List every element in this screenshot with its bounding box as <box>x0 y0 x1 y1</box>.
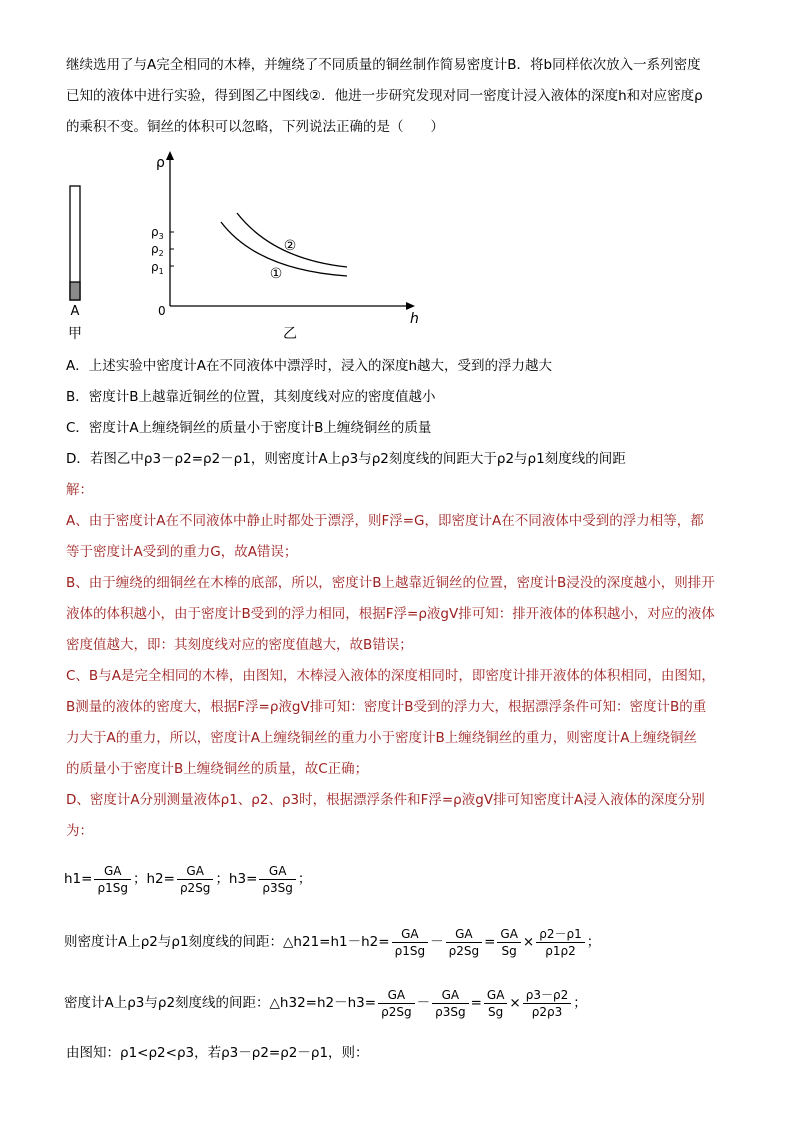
question-line-1: 继续选用了与A完全相同的木棒，并缠绕了不同质量的铜丝制作简易密度计B．将b同样依次放入一系列密度 <box>66 57 701 73</box>
solution-d-line-1: D、密度计A分别测量液体ρ1、ρ2、ρ3时，根据漂浮条件和F浮=ρ液gV排可知密度计A浸入液体的深度分别 <box>66 792 705 808</box>
fraction-num: GA <box>392 927 429 943</box>
fraction-num: GA <box>484 988 508 1004</box>
rod-label: A <box>70 304 80 319</box>
figure-yi-caption: 乙 <box>283 326 297 342</box>
fraction-num: GA <box>446 927 483 943</box>
origin-label: 0 <box>158 304 166 318</box>
fraction-gap32-c <box>484 988 508 1019</box>
fraction-den: ρ2Sg <box>381 1004 412 1019</box>
formula-depths <box>64 857 311 901</box>
equals-sign: = <box>484 934 496 950</box>
fraction-num: GA <box>378 988 415 1004</box>
solution-head: 解： <box>66 482 93 498</box>
fraction-h3-den: ρ3Sg <box>262 880 293 895</box>
minus-sign: － <box>430 934 444 950</box>
formula-gap-32-text: 密度计A上ρ3与ρ2刻度线的间距：△h32=h2－h3= <box>64 995 377 1011</box>
fraction-den: ρ3Sg <box>435 1004 466 1019</box>
solution-a-line-2: 等于密度计A受到的重力G，故A错误； <box>66 544 298 560</box>
figure-area <box>0 145 794 345</box>
times-sign: × <box>522 934 535 950</box>
fraction-den: Sg <box>501 943 517 958</box>
y-axis-label: ρ <box>156 155 165 171</box>
solution-a-line-1: A、由于密度计A在不同液体中静止时都处于漂浮，则F浮=G，即密度计A在不同液体中受到的浮力相等，都 <box>66 513 704 529</box>
fraction-num: ρ3－ρ2 <box>523 988 572 1004</box>
solution-last-line: 由图知：ρ1<ρ2<ρ3，若ρ3－ρ2=ρ2－ρ1，则： <box>66 1045 369 1061</box>
x-axis-label: h <box>410 311 419 327</box>
semicolon: ； <box>586 934 601 950</box>
fraction-gap32-a <box>378 988 415 1019</box>
copper-wire <box>70 282 80 300</box>
fraction-num: ρ2－ρ1 <box>536 927 585 943</box>
option-a: A．上述实验中密度计A在不同液体中漂浮时，浸入的深度h越大，受到的浮力越大 <box>66 358 553 374</box>
question-line-2: 已知的液体中进行实验，得到图乙中图线②．他进一步研究发现对同一密度计浸入液体的深度h和对应密度ρ <box>66 88 703 104</box>
y-axis-arrow <box>166 151 174 160</box>
fraction-gap21-d <box>536 927 585 958</box>
fraction-h1 <box>94 864 131 895</box>
solution-c-line-1: C、B与A是完全相同的木棒，由图知，木棒浸入液体的深度相同时，即密度计排开液体的体积相同，由图知， <box>66 668 715 684</box>
solution-c-line-2: B测量的液体的密度大，根据F浮=ρ液gV排可知：密度计B受到的浮力大，根据漂浮条件可知：密度计B的重 <box>66 699 707 715</box>
fraction-den: ρ2Sg <box>448 943 480 958</box>
tick-label-rho1: $\rho_1$ <box>151 260 164 276</box>
solution-c-line-4: 的质量小于密度计B上缠绕铜丝的质量，故C正确； <box>66 761 369 777</box>
fraction-h2-num: GA <box>177 864 214 880</box>
tick-label-rho2: $\rho_2$ <box>151 242 164 258</box>
solution-c-line-3: 力大于A的重力，所以，密度计A上缠绕铜丝的重力小于密度计B上缠绕铜丝的重力，则密度计A上缠绕铜丝 <box>66 730 697 746</box>
fraction-h3-num: GA <box>259 864 296 880</box>
curve-label-1: ① <box>269 266 283 282</box>
formula-end: ； <box>297 871 312 887</box>
formula-gap-21-text: 则密度计A上ρ2与ρ1刻度线的间距：△h21=h1－h2= <box>64 934 390 950</box>
fraction-gap21-b <box>446 927 483 958</box>
solution-b-line-3: 密度值越大，即：其刻度线对应的密度值越大，故B错误； <box>66 637 413 653</box>
option-c: C．密度计A上缠绕铜丝的质量小于密度计B上缠绕铜丝的质量 <box>66 420 432 436</box>
fraction-h2-den: ρ2Sg <box>179 880 211 895</box>
tick-label-rho3: $\rho_3$ <box>151 225 164 241</box>
fraction-gap21-a <box>392 927 429 958</box>
fraction-h1-num: GA <box>94 864 131 880</box>
figure-jia-caption: 甲 <box>68 326 82 342</box>
fraction-gap21-c <box>497 927 521 958</box>
formula-h2-label: ；h2= <box>132 871 175 887</box>
fraction-den: Sg <box>488 1004 504 1019</box>
formula-gap-21 <box>64 920 600 964</box>
curve-label-2: ② <box>283 238 297 254</box>
fraction-num: GA <box>497 927 521 943</box>
x-axis-arrow <box>406 302 415 310</box>
fraction-gap32-d <box>523 988 572 1019</box>
fraction-h2 <box>177 864 214 895</box>
fraction-gap32-b <box>432 988 469 1019</box>
fraction-den: ρ1Sg <box>394 943 426 958</box>
solution-b-line-2: 液体的体积越小，由于密度计B受到的浮力相同，根据F浮=ρ液gV排可知：排开液体的体积越小，对应的液体 <box>66 606 715 622</box>
fraction-num: GA <box>432 988 469 1004</box>
formula-h3-label: ；h3= <box>215 871 258 887</box>
equals-sign: = <box>470 995 482 1011</box>
figure-yi <box>151 151 419 342</box>
option-d: D．若图乙中ρ3－ρ2=ρ2－ρ1，则密度计A上ρ3与ρ2刻度线的间距大于ρ2与ρ1刻度线的间距 <box>66 451 626 467</box>
question-line-3: 的乘积不变。铜丝的体积可以忽略，下列说法正确的是（ ） <box>66 119 444 135</box>
semicolon: ； <box>573 995 587 1011</box>
fraction-den: ρ2ρ3 <box>531 1004 563 1019</box>
times-sign: × <box>509 995 521 1011</box>
fraction-h3 <box>259 864 296 895</box>
fraction-h1-den: ρ1Sg <box>97 880 128 895</box>
formula-h1-label: h1= <box>64 871 93 887</box>
solution-b-line-1: B、由于缠绕的细铜丝在木棒的底部，所以，密度计B上越靠近铜丝的位置，密度计B浸没的深度越小，则排开 <box>66 575 715 591</box>
option-b: B．密度计B上越靠近铜丝的位置，其刻度线对应的密度值越小 <box>66 389 436 405</box>
solution-d-line-2: 为： <box>66 823 93 839</box>
figure-jia <box>68 186 82 342</box>
formula-gap-32 <box>64 981 587 1025</box>
fraction-den: ρ1ρ2 <box>545 943 576 958</box>
minus-sign: － <box>416 995 431 1011</box>
